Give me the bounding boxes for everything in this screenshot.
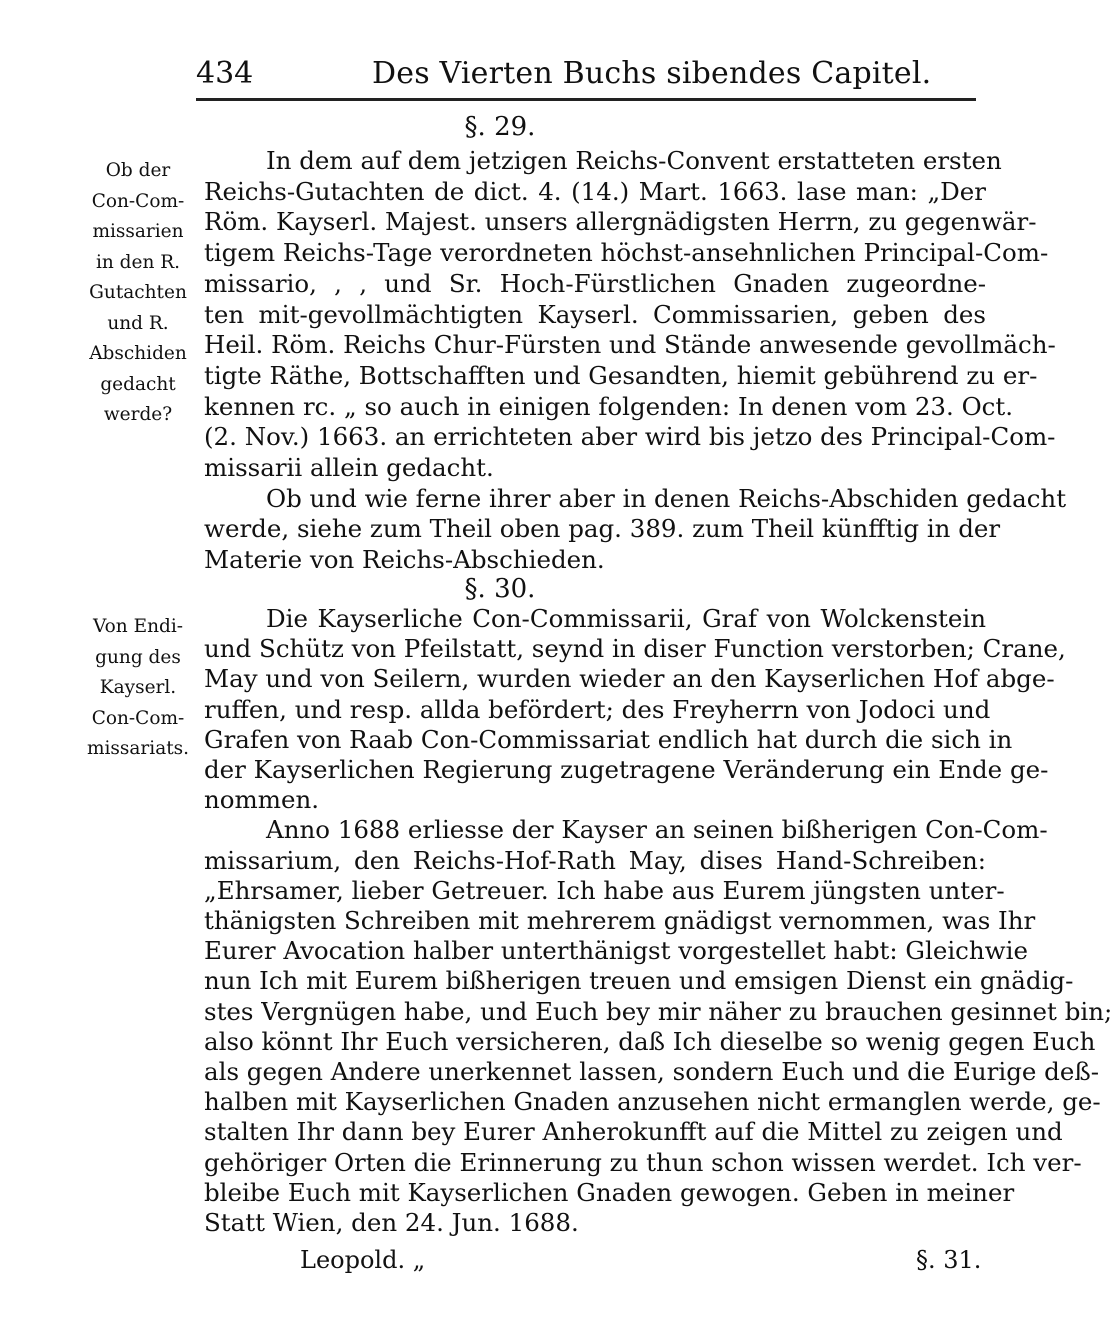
page-number: 434 — [196, 56, 254, 91]
text-line: bleibe Euch mit Kayserlichen Gnaden gewogen. Geben in meiner — [204, 1177, 1015, 1207]
text-line: missario, , , und Sr. Hoch-Fürstlichen Gnaden zugeordne- — [204, 268, 986, 298]
marginal-note-line: Abschiden — [89, 343, 187, 364]
marginal-note-line: Gutachten — [89, 282, 187, 303]
text-line: gehöriger Orten die Erinnerung zu thun schon wissen werdet. Ich ver- — [204, 1147, 1082, 1177]
marginal-note-line: Von Endi- — [92, 616, 184, 637]
text-line: stalten Ihr dann bey Eurer Anherokunfft auf die Mittel zu zeigen und — [204, 1117, 1063, 1147]
marginal-note-line: Kayserl. — [99, 677, 177, 698]
running-header — [196, 50, 976, 101]
text-line: tigte Räthe, Bottschafften und Gesandten, hiemit gebührend zu er- — [204, 360, 1038, 390]
marginal-note-section-29 — [84, 156, 192, 431]
text-line: Ob und wie ferne ihrer aber in denen Reichs-Abschiden gedacht — [266, 483, 1067, 513]
text-line: Die Kayserliche Con-Commissarii, Graf von Wolckenstein — [266, 604, 986, 633]
marginal-note-line: missariats. — [86, 738, 190, 759]
text-line: Reichs-Gutachten de dict. 4. (14.) Mart. 1663. lase man: „Der — [204, 176, 986, 206]
text-line: thänigsten Schreiben mit mehrerem gnädigst vernommen, was Ihr — [204, 906, 1036, 935]
text-line: In dem auf dem jetzigen Reichs-Convent erstatteten ersten — [266, 146, 1002, 175]
section-29-heading: §. 29. — [464, 112, 536, 142]
marginal-note-section-30 — [84, 612, 192, 765]
marginal-note-line: gung des — [95, 646, 181, 668]
marginal-note-line: Con-Com- — [91, 190, 185, 212]
text-line: nun Ich mit Eurem bißherigen treuen und emsigen Dienst ein gnädig- — [204, 966, 1074, 996]
marginal-note-line: und R. — [107, 312, 169, 334]
text-line: Eurer Avocation halber unterthänigst vorgestellet habt: Gleichwie — [204, 936, 1028, 966]
text-line: missarii allein gedacht. — [204, 453, 494, 482]
text-line: Anno 1688 erliesse der Kayser an seinen bißherigen Con-Com- — [266, 815, 1048, 845]
text-line: missarium, den Reichs-Hof-Rath May, dises Hand-Schreiben: — [204, 845, 986, 875]
text-line: kennen rc. „ so auch in einigen folgenden: In denen vom 23. Oct. — [204, 391, 1014, 421]
text-line: der Kayserlichen Regierung zugetragene Veränderung ein Ende ge- — [204, 755, 1049, 784]
text-line: stes Vergnügen habe, und Euch bey mir näher zu brauchen gesinnet bin; — [204, 996, 1112, 1026]
text-line: Materie von Reichs-Abschieden. — [204, 545, 605, 575]
section-30-heading: §. 30. — [464, 574, 536, 604]
text-line: „Ehrsamer, lieber Getreuer. Ich habe aus Eurem jüngsten unter- — [204, 875, 1005, 905]
text-line: Statt Wien, den 24. Jun. 1688. — [204, 1208, 579, 1237]
text-line: werde, siehe zum Theil oben pag. 389. zum Theil künfftig in der — [204, 514, 1001, 544]
running-title: Des Vierten Buchs sibendes Capitel. — [372, 56, 932, 91]
text-line: Röm. Kayserl. Majest. unsers allergnädigsten Herrn, zu gegenwär- — [204, 207, 1037, 237]
text-line: also könnt Ihr Euch versicheren, daß Ich dieselbe so wenig gegen Euch — [204, 1026, 1096, 1056]
text-line: Heil. Röm. Reichs Chur-Fürsten und Stände anwesende gevollmäch- — [204, 330, 1056, 360]
text-line: Grafen von Raab Con-Commissariat endlich hat durch die sich in — [204, 724, 1013, 754]
text-line: tigem Reichs-Tage verordneten höchst-ansehnlichen Principal-Com- — [204, 238, 1049, 268]
marginal-note-line: werde? — [103, 404, 173, 425]
marginal-note-line: Con-Com- — [91, 707, 185, 729]
text-line: halben mit Kayserlichen Gnaden anzusehen nicht ermanglen werde, ge- — [204, 1087, 1101, 1117]
marginal-note-line: missarien — [92, 221, 184, 242]
text-line: (2. Nov.) 1663. an errichteten aber wird bis jetzo des Principal-Com- — [204, 422, 1056, 452]
text-line: ruffen, und resp. allda befördert; des Freyherrn von Jodoci und — [204, 694, 991, 724]
text-line: und Schütz von Pfeilstatt, seynd in diser Function verstorben; Crane, — [204, 634, 1066, 664]
text-line: nommen. — [204, 785, 320, 815]
text-line: ten mit-gevollmächtigten Kayserl. Commissarien, geben des — [204, 299, 986, 329]
catchword: §. 31. — [916, 1246, 982, 1274]
text-line: als gegen Andere unerkennet lassen, sondern Euch und die Eurige deß- — [204, 1057, 1099, 1086]
marginal-note-line: gedacht — [100, 373, 176, 395]
signature-leopold: Leopold. „ — [300, 1246, 426, 1274]
text-line: May und von Seilern, wurden wieder an den Kayserlichen Hof abge- — [204, 664, 1055, 694]
marginal-note-line: Ob der — [105, 160, 171, 181]
marginal-note-line: in den R. — [95, 251, 181, 273]
